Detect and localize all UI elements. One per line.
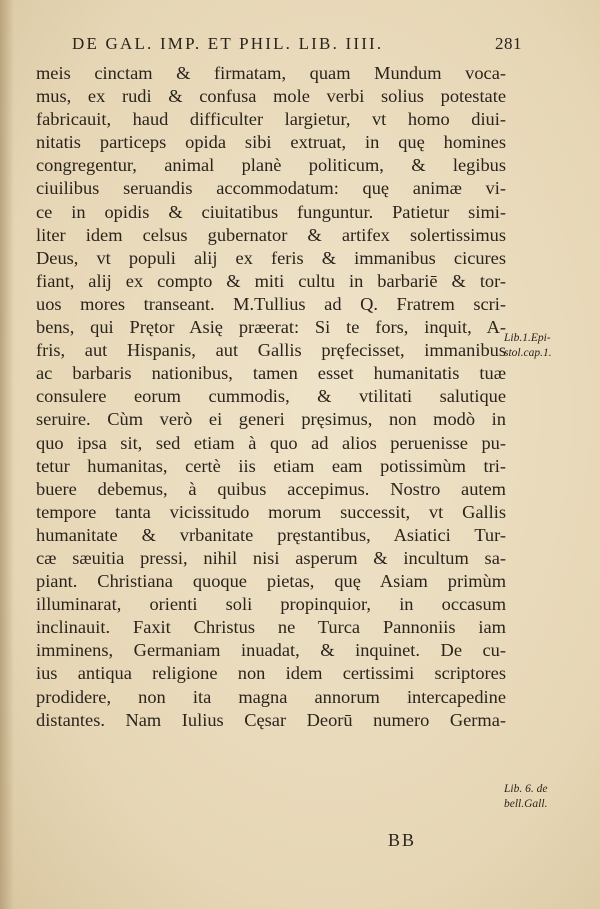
running-head: DE GAL. IMP. ET PHIL. LIB. IIII. xyxy=(72,34,384,53)
text-line: bens, qui Prętor Asię præerat: Si te fors, inquit, A- xyxy=(36,317,506,338)
text-line: consulere eorum cummodis, & vtilitati salutique xyxy=(36,386,506,407)
text-line: illuminarat, orienti soli propinquior, in occasum xyxy=(36,594,506,615)
page-header xyxy=(62,34,522,58)
text-line: ce in opidis & ciuitatibus funguntur. Patietur simi- xyxy=(36,201,506,222)
text-line: uos mores transeant. M.Tullius ad Q. Fratrem scri- xyxy=(36,293,506,314)
text-line: inclinauit. Faxit Christus ne Turca Pannoniis iam xyxy=(36,617,506,638)
text-line: fris, aut Hispanis, aut Gallis pręfecisset, immanibus xyxy=(36,340,506,361)
text-line: piant. Christiana quoque pietas, quę Asiam primùm xyxy=(36,571,506,592)
text-line: ac barbaris nationibus, tamen esset humanitatis tuæ xyxy=(36,363,506,384)
text-line: cæ sæuitia pressi, nihil nisi asperum & incultum sa- xyxy=(36,547,506,568)
body-text xyxy=(36,62,506,732)
text-line: humanitate & vrbanitate pręstantibus, Asiatici Tur- xyxy=(36,524,506,545)
margin-note: stol.cap.1. xyxy=(504,347,552,359)
margin-notes xyxy=(504,0,598,909)
text-line: Deus, vt populi alij ex feris & immanibus cicures xyxy=(36,247,506,268)
text-line: ciuilibus seruandis accommodatum: quę animæ vi- xyxy=(36,178,506,199)
text-line: fiant, alij ex compto & miti cultu in barbariē & tor- xyxy=(36,270,506,291)
text-line: distantes. Nam Iulius Cęsar Deorū numero Germa- xyxy=(36,709,506,730)
text-line: liter idem celsus gubernator & artifex solertissimus xyxy=(36,224,506,245)
text-line: quo ipsa sit, sed etiam à quo ad alios peruenisse pu- xyxy=(36,432,506,453)
page-number: 281 xyxy=(495,34,522,53)
page-gutter-shadow xyxy=(0,0,14,909)
margin-note: Lib.1.Epi- xyxy=(504,332,551,344)
text-line: prodidere, non ita magna annorum intercapedine xyxy=(36,686,506,707)
signature-mark: BB xyxy=(388,830,417,850)
text-line: mus, ex rudi & confusa mole verbi solius potestate xyxy=(36,86,506,107)
margin-note: Lib. 6. de xyxy=(504,783,548,795)
text-line: congregentur, animal planè politicum, & legibus xyxy=(36,155,506,176)
text-line: tetur humanitas, certè iis etiam eam potissimùm tri- xyxy=(36,455,506,476)
text-line: ius antiqua religione non idem certissimi scriptores xyxy=(36,663,506,684)
margin-note: bell.Gall. xyxy=(504,798,548,810)
text-line: seruire. Cùm verò ei generi pręsimus, non modò in xyxy=(36,409,506,430)
text-line: buere debemus, à quibus accepimus. Nostro autem xyxy=(36,478,506,499)
text-line: fabricauit, haud difficulter largietur, vt homo diui- xyxy=(36,109,506,130)
text-line: nitatis particeps opida sibi extruat, in quę homines xyxy=(36,132,506,153)
text-line: imminens, Germaniam inuadat, & inquinet. De cu- xyxy=(36,640,506,661)
text-line: meis cinctam & firmatam, quam Mundum voca- xyxy=(36,63,506,83)
text-line: tempore tanta vicissitudo morum successit, vt Gallis xyxy=(36,501,506,522)
